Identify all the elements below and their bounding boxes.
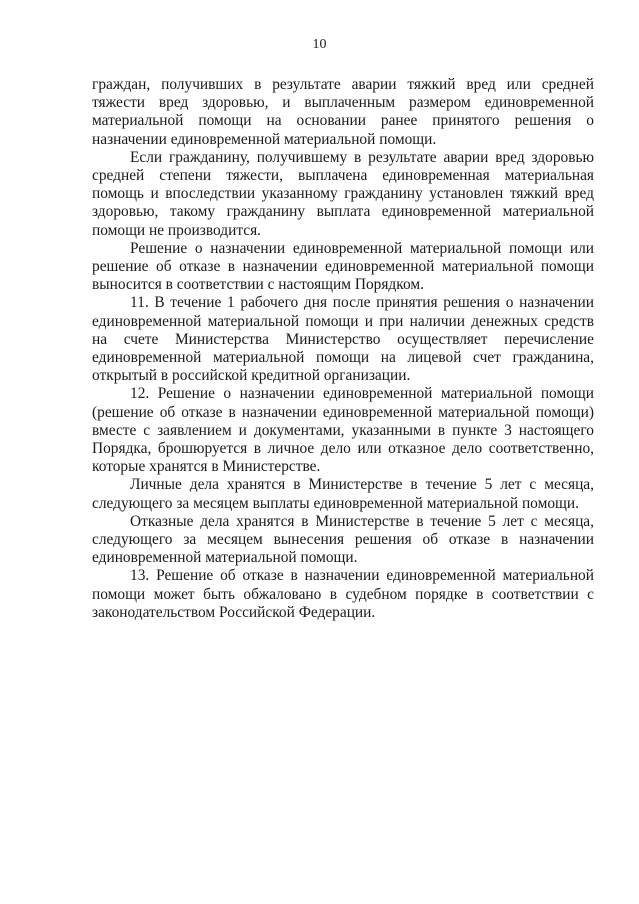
paragraph-item-11: 11. В течение 1 рабочего дня после принятия решения о назначении единовременной материальной помощи и при наличии денежных средств на счете Министерства Министерство осуществляет перечисление единовременной материальной помощи на лицевой счет гражданина, открытый в российской кредитной организации. xyxy=(92,294,594,385)
paragraph-continuation: граждан, получивших в результате аварии тяжкий вред или средней тяжести вред здоровью, и выплаченным размером единовременной материальной помощи на основании ранее принятого решения о назначении единовременной материальной помощи. xyxy=(92,76,594,148)
paragraph-item-13: 13. Решение об отказе в назначении единовременной материальной помощи может быть обжаловано в судебном порядке в соответствии с законодательством Российской Федерации. xyxy=(92,567,594,621)
paragraph-moderate-harm: Если гражданину, получившему в результате аварии вред здоровью средней степени тяжести, выплачена единовременная материальная помощь и впоследствии указанному гражданину установлен тяжкий вред здоровью, такому гражданину выплата единовременной материальной помощи не производится. xyxy=(92,148,594,239)
paragraph-refusal-files: Отказные дела хранятся в Министерстве в течение 5 лет с месяца, следующего за месяцем вынесения решения об отказе в назначении единовременной материальной помощи. xyxy=(92,512,594,567)
paragraph-decision: Решение о назначении единовременной материальной помощи или решение об отказе в назначении единовременной материальной помощи выносится в соответствии с настоящим Порядком. xyxy=(92,239,594,294)
paragraph-item-12: 12. Решение о назначении единовременной материальной помощи (решение об отказе в назначении единовременной материальной помощи) вместе с заявлением и документами, указанными в пункте 3 настоящего Порядка, брошюруется в личное дело или отказное дело соответственно, которые хранятся в Министерстве. xyxy=(92,385,594,476)
paragraph-personal-files: Личные дела хранятся в Министерстве в течение 5 лет с месяца, следующего за месяцем выплаты единовременной материальной помощи. xyxy=(92,476,594,512)
page-number: 10 xyxy=(312,37,327,52)
document-body xyxy=(92,76,594,622)
